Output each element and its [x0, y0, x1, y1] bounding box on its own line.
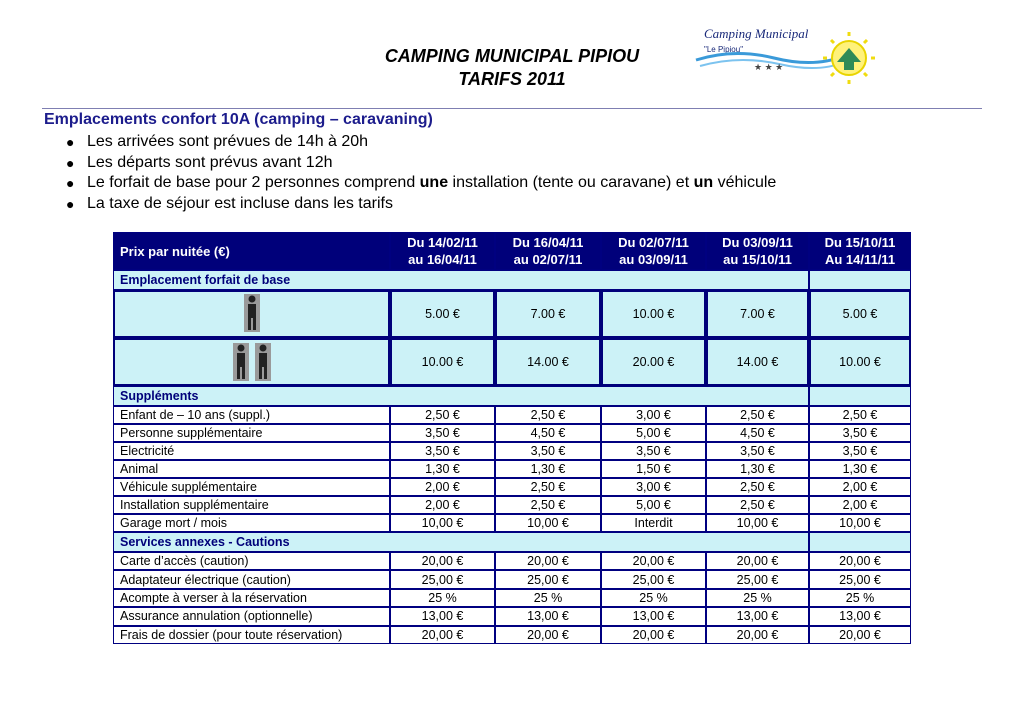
section-row-services: Services annexes - Cautions [113, 532, 809, 552]
price-cell: 2,50 € [706, 406, 809, 424]
price-cell: 3,50 € [809, 442, 911, 460]
table-row-label: Acompte à verser à la réservation [113, 589, 390, 607]
period-to: au 16/04/11 [408, 252, 477, 267]
price-cell: 2,50 € [495, 496, 601, 514]
one-person-icon [244, 294, 260, 335]
document-title: CAMPING MUNICIPAL PIPIOU [384, 46, 640, 66]
price-cell: 10.00 € [601, 290, 706, 338]
period-to: Au 14/11/11 [824, 252, 896, 267]
price-cell: 20,00 € [495, 626, 601, 644]
price-cell: 4,50 € [706, 424, 809, 442]
price-cell: 4,50 € [495, 424, 601, 442]
info-bullet-list [66, 132, 776, 214]
price-cell: 25 % [495, 589, 601, 607]
price-cell: 2,50 € [809, 406, 911, 424]
price-cell: 20,00 € [601, 552, 706, 570]
price-cell: 10,00 € [495, 514, 601, 532]
price-cell: 20,00 € [390, 626, 495, 644]
price-cell: Interdit [601, 514, 706, 532]
price-cell: 10.00 € [809, 338, 911, 386]
price-cell: 3,00 € [601, 406, 706, 424]
price-cell: 2,50 € [495, 406, 601, 424]
two-persons-icon [233, 343, 271, 381]
price-cell: 5.00 € [809, 290, 911, 338]
price-cell: 3,50 € [390, 442, 495, 460]
price-cell: 1,30 € [495, 460, 601, 478]
price-cell: 20,00 € [601, 626, 706, 644]
period-header [809, 232, 911, 270]
price-cell: 1,30 € [809, 460, 911, 478]
table-row-label: Assurance annulation (optionnelle) [113, 607, 390, 625]
table-row-label: Installation supplémentaire [113, 496, 390, 514]
price-cell: 7.00 € [706, 290, 809, 338]
table-row-label: Animal [113, 460, 390, 478]
section-row-base-end [809, 270, 911, 290]
price-cell: 3,50 € [706, 442, 809, 460]
price-cell: 13,00 € [706, 607, 809, 625]
bullet-item: ● La taxe de séjour est incluse dans les tarifs [66, 194, 776, 215]
price-cell: 20,00 € [809, 552, 911, 570]
price-cell: 14.00 € [706, 338, 809, 386]
bullet-icon: ● [66, 134, 75, 150]
period-header [706, 232, 809, 270]
price-cell: 1,30 € [390, 460, 495, 478]
price-cell: 25,00 € [809, 570, 911, 588]
price-cell: 14.00 € [495, 338, 601, 386]
bullet-item: ● Les départs sont prévus avant 12h [66, 153, 776, 174]
price-cell: 20,00 € [706, 626, 809, 644]
corner-label: Prix par nuitée (€) [113, 232, 390, 270]
period-to: au 03/09/11 [619, 252, 688, 267]
price-cell: 5.00 € [390, 290, 495, 338]
table-row-label: Enfant de – 10 ans (suppl.) [113, 406, 390, 424]
price-cell: 20,00 € [706, 552, 809, 570]
price-cell: 3,00 € [601, 478, 706, 496]
period-from: Du 02/07/11 [618, 235, 689, 250]
table-row-label: Carte d’accès (caution) [113, 552, 390, 570]
table-row-label: Garage mort / mois [113, 514, 390, 532]
bullet-item: ● Les arrivées sont prévues de 14h à 20h [66, 132, 776, 153]
price-cell: 2,00 € [390, 496, 495, 514]
price-cell: 13,00 € [601, 607, 706, 625]
section-row-base: Emplacement forfait de base [113, 270, 809, 290]
bullet-icon: ● [66, 175, 75, 191]
price-cell: 5,00 € [601, 424, 706, 442]
price-cell: 2,00 € [390, 478, 495, 496]
header-divider [42, 108, 982, 109]
price-cell: 1,50 € [601, 460, 706, 478]
price-cell: 10.00 € [390, 338, 495, 386]
period-from: Du 03/09/11 [722, 235, 793, 250]
period-to: au 15/10/11 [723, 252, 792, 267]
price-cell: 2,00 € [809, 478, 911, 496]
section-heading: Emplacements confort 10A (camping – caravaning) [44, 111, 433, 128]
period-header [390, 232, 495, 270]
price-cell: 5,00 € [601, 496, 706, 514]
price-cell: 25,00 € [601, 570, 706, 588]
bullet-icon: ● [66, 154, 75, 171]
section-row-supplements-end [809, 386, 911, 406]
price-cell: 20,00 € [495, 552, 601, 570]
table-row-label: Personne supplémentaire [113, 424, 390, 442]
period-from: Du 16/04/11 [512, 235, 584, 250]
period-from: Du 15/10/11 [824, 235, 896, 250]
price-cell: 13,00 € [809, 607, 911, 625]
price-cell: 3,50 € [809, 424, 911, 442]
price-cell: 20.00 € [601, 338, 706, 386]
price-cell: 2,50 € [390, 406, 495, 424]
price-cell: 2,50 € [706, 478, 809, 496]
table-row-label: Adaptateur électrique (caution) [113, 570, 390, 588]
bullet-item: ● Le forfait de base pour 2 personnes comprend une installation (tente ou caravane) et un véhicule [66, 173, 776, 194]
period-to: au 02/07/11 [513, 252, 583, 267]
price-cell: 20,00 € [809, 626, 911, 644]
logo-text: Camping Municipal [704, 26, 809, 41]
document-subtitle: TARIFS 2011 [458, 69, 566, 89]
price-cell: 3,50 € [601, 442, 706, 460]
persons-cell [113, 290, 390, 338]
price-cell: 25,00 € [390, 570, 495, 588]
period-header [601, 232, 706, 270]
price-cell: 25,00 € [495, 570, 601, 588]
price-cell: 25 % [601, 589, 706, 607]
price-cell: 10,00 € [390, 514, 495, 532]
tariff-table [113, 232, 911, 650]
period-header [495, 232, 601, 270]
price-cell: 10,00 € [809, 514, 911, 532]
section-row-services-end [809, 532, 911, 552]
table-row-label: Frais de dossier (pour toute réservation) [113, 626, 390, 644]
price-cell: 25,00 € [706, 570, 809, 588]
price-cell: 25 % [706, 589, 809, 607]
logo-subtext: "Le Pipiou" [704, 45, 744, 54]
price-cell: 3,50 € [495, 442, 601, 460]
price-cell: 2,00 € [809, 496, 911, 514]
price-cell: 1,30 € [706, 460, 809, 478]
persons-cell [113, 338, 390, 386]
price-cell: 13,00 € [495, 607, 601, 625]
stars-icon: ★ ★ ★ [754, 62, 784, 72]
price-cell: 13,00 € [390, 607, 495, 625]
price-cell: 7.00 € [495, 290, 601, 338]
price-cell: 2,50 € [706, 496, 809, 514]
price-cell: 25 % [809, 589, 911, 607]
price-cell: 20,00 € [390, 552, 495, 570]
price-cell: 3,50 € [390, 424, 495, 442]
section-row-supplements: Suppléments [113, 386, 809, 406]
period-from: Du 14/02/11 [407, 235, 478, 250]
table-row-label: Electricité [113, 442, 390, 460]
price-cell: 25 % [390, 589, 495, 607]
table-row-label: Véhicule supplémentaire [113, 478, 390, 496]
bullet-icon: ● [66, 195, 75, 212]
price-cell: 2,50 € [495, 478, 601, 496]
camping-logo [694, 22, 894, 94]
price-cell: 10,00 € [706, 514, 809, 532]
